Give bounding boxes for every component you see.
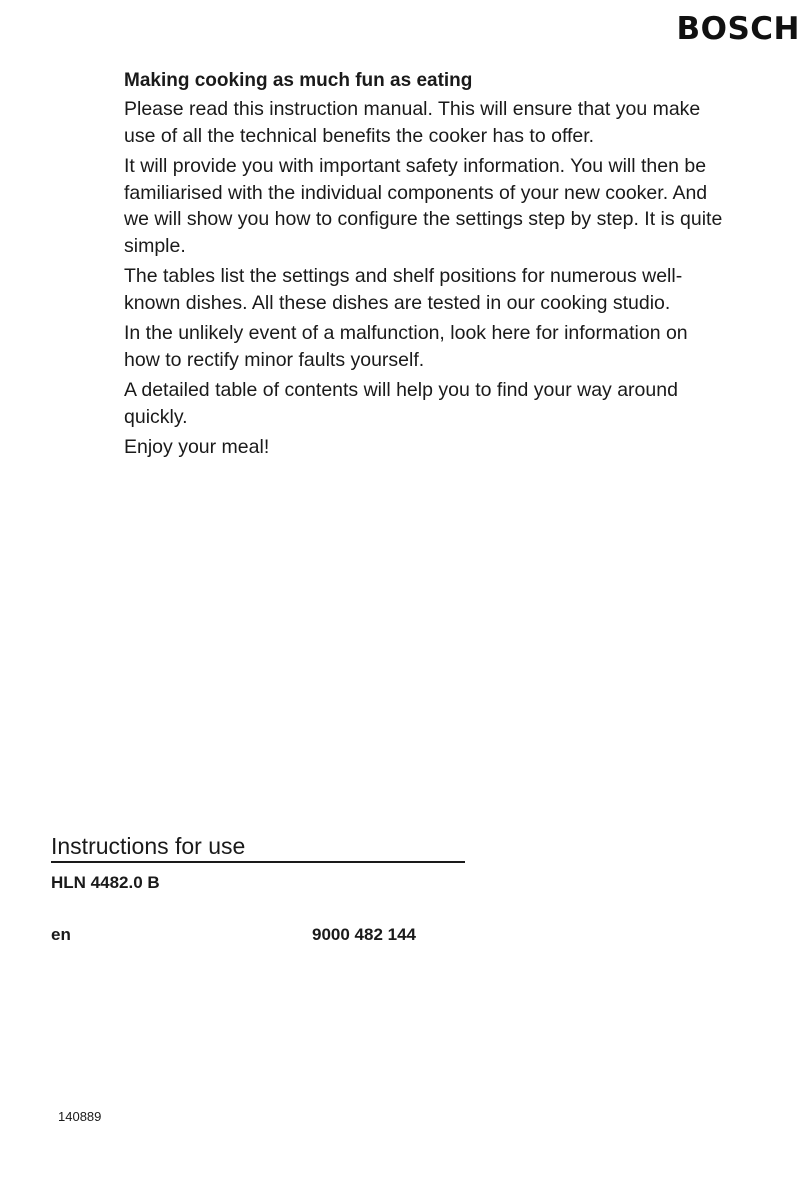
intro-paragraph: A detailed table of contents will help you to find your way around quickly. xyxy=(124,379,678,428)
model-number: HLN 4482.0 B xyxy=(51,873,160,892)
intro-paragraph: In the unlikely event of a malfunction, look here for information on how to rectify minor faults yourself. xyxy=(124,322,688,371)
title-divider xyxy=(51,861,465,863)
intro-section xyxy=(124,68,724,465)
intro-paragraph: It will provide you with important safety information. You will then be familiarised with the individual components of your new cooker. And we will show you how to configure the settings step by step. It is quite simple. xyxy=(124,155,723,257)
intro-heading: Making cooking as much fun as eating xyxy=(124,70,473,91)
bosch-logo: BOSCH xyxy=(676,11,800,47)
print-code: 140889 xyxy=(58,1109,102,1124)
document-title: Instructions for use xyxy=(51,833,246,859)
part-number: 9000 482 144 xyxy=(312,925,416,944)
intro-paragraph: The tables list the settings and shelf positions for numerous well-known dishes. All these dishes are tested in our cooking studio. xyxy=(124,265,683,314)
intro-paragraph: Enjoy your meal! xyxy=(124,436,270,458)
language-code: en xyxy=(51,925,71,944)
intro-paragraph: Please read this instruction manual. This will ensure that you make use of all the technical benefits the cooker has to offer. xyxy=(124,98,701,147)
